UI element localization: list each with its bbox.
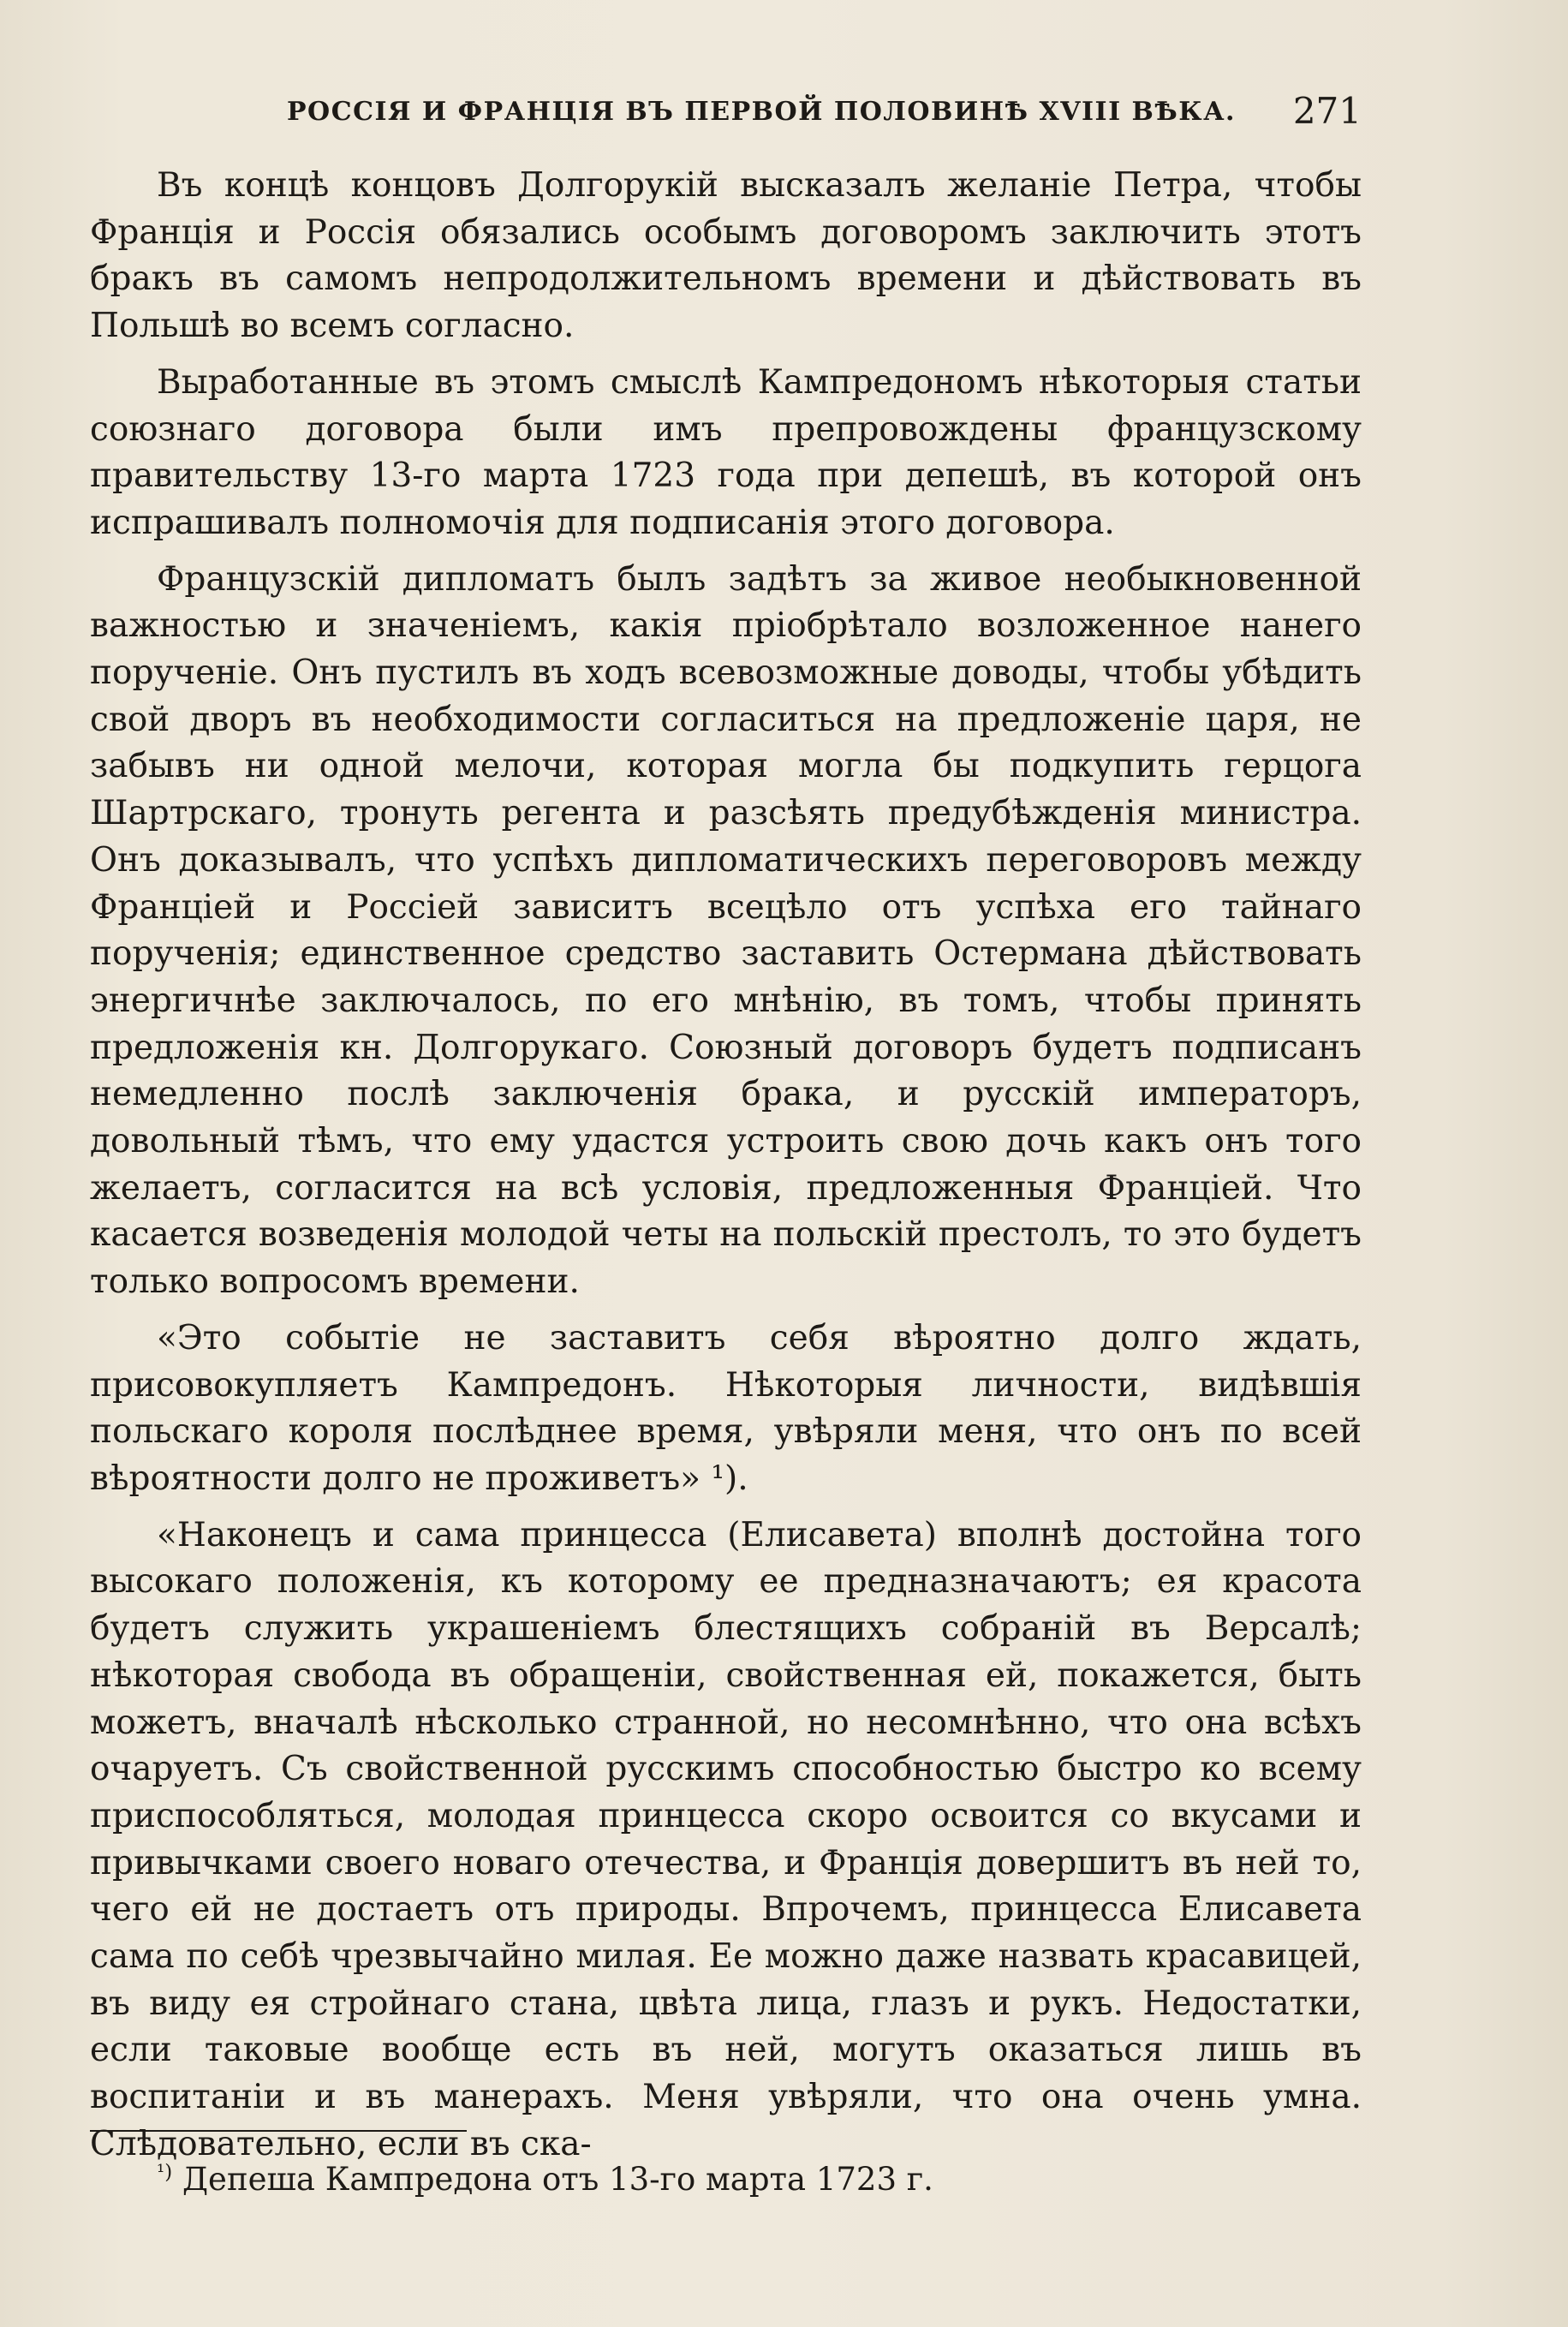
page-header [90,90,1362,141]
footnote-text: Депеша Кампредона отъ 13-го марта 1723 г. [182,2161,933,2198]
paragraph-3: Французскій дипломатъ былъ задѣтъ за живое необыкновенной важностью и значеніемъ, какія пріобрѣтало возложенное нанего порученіе. Онъ пустилъ въ ходъ всевозможные доводы, чтобы убѣдить свой дворъ въ необходимости согласиться на предложеніе царя, не забывъ ни одной мелочи, которая могла бы подкупить герцога Шартрскаго, тронуть регента и разсѣять предубѣжденія министра. Онъ доказывалъ, что успѣхъ дипломатическихъ переговоровъ между Франціей и Россіей зависитъ всецѣло отъ успѣха его тайнаго порученія; единственное средство заставить Остермана дѣйствовать энергичнѣе заключалось, по его мнѣнію, въ томъ, чтобы принять предложенія кн. Долгорукаго. Союзный договоръ будетъ подписанъ немедленно послѣ заключенія брака, и русскій императоръ, довольный тѣмъ, что ему удастся устроить свою дочь какъ онъ того желаетъ, согласится на всѣ условія, предложенныя Франціей. Что касается возведенія молодой четы на польскій престолъ, то это будетъ только вопросомъ времени. [90,559,1362,1302]
paragraph-2: Выработанные въ этомъ смыслѣ Кампредономъ нѣкоторыя статьи союзнаго договора были имъ препровождены французскому правительству 13-го марта 1723 года при депешѣ, въ которой онъ испрашивалъ полномочія для подписанія этого договора. [90,362,1362,542]
paragraph-5: «Наконецъ и сама принцесса (Елисавета) вполнѣ достойна того высокаго положенія, къ которому ее предназначаютъ; ея красота будетъ служить украшеніемъ блестящихъ собраній въ Версалѣ; нѣкоторая свобода въ обращеніи, свойственная ей, покажется, быть можетъ, вначалѣ нѣсколько странной, но несомнѣнно, что она всѣхъ очаруетъ. Съ свойственной русскимъ способностью быстро ко всему приспособляться, молодая принцесса скоро освоится со вкусами и привычками своего новаго отечества, и Франція довершитъ въ ней то, чего ей не достаетъ отъ природы. Впрочемъ, принцесса Елисавета сама по себѣ чрезвычайно милая. Ее можно даже назвать красавицей, въ виду ея стройнаго стана, цвѣта лица, глазъ и рукъ. Недостатки, если таковые вообще есть въ ней, могутъ оказаться лишь въ воспитаніи и въ манерахъ. Меня увѣряли, что она очень умна. Слѣдовательно, если въ ска- [90,1515,1362,2163]
paragraph-4: «Это событіе не заставитъ себя вѣроятно долго ждать, присовокупляетъ Кампредонъ. Нѣкоторыя личности, видѣвшія польскаго короля послѣднее время, увѣряли меня, что онъ по всей вѣроятности долго не проживетъ» ¹). [90,1318,1362,1498]
paragraph-1: Въ концѣ концовъ Долгорукій высказалъ желаніе Петра, чтобы Франція и Россія обязались особымъ договоромъ заключить этотъ бракъ въ самомъ непродолжительномъ времени и дѣйствовать въ Польшѣ во всемъ согласно. [90,166,1362,346]
main-text [90,163,1362,2169]
page-number: 271 [1292,90,1362,132]
running-title: РОССІЯ И ФРАНЦІЯ ВЪ ПЕРВОЙ ПОЛОВИНѢ XVIII ВѢКА. [287,97,1236,127]
footnote-mark: ¹) [157,2161,173,2184]
footnote-divider [90,2130,467,2132]
footnote [157,2157,1356,2202]
